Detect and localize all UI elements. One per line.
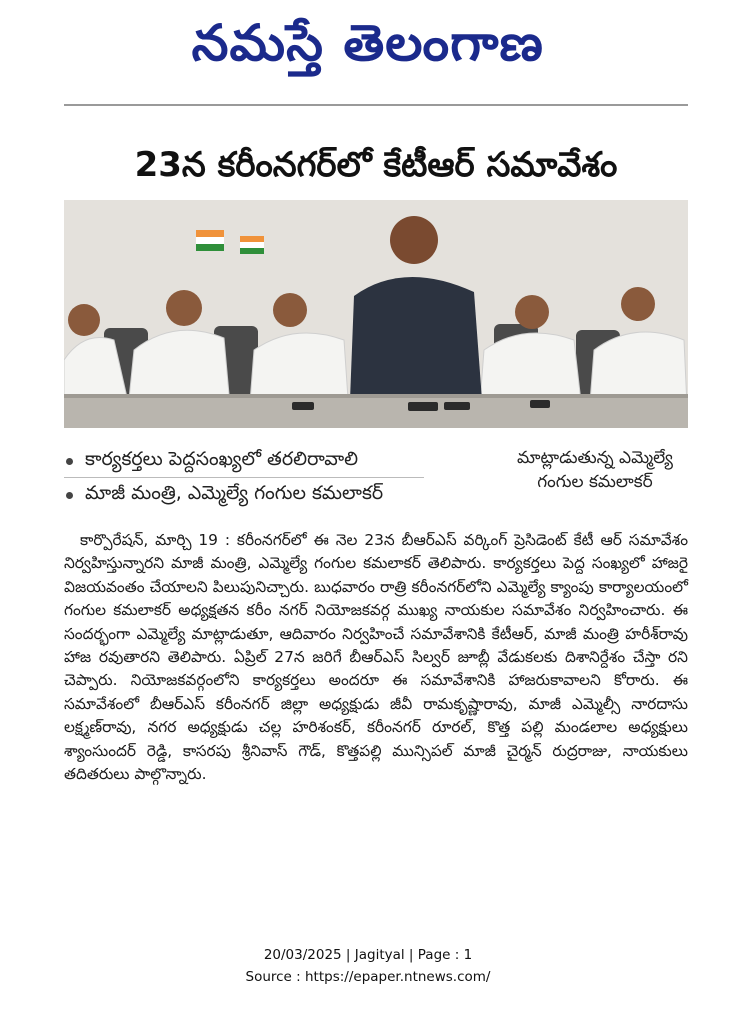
highlight-item <box>64 444 474 478</box>
page-footer <box>0 944 736 988</box>
source-link[interactable]: Source : https://epaper.ntnews.com/ <box>245 969 491 985</box>
masthead <box>0 8 736 78</box>
highlight-text: కార్యకర్తలు పెద్దసంఖ్యలో తరలిరావాలి <box>85 447 359 470</box>
bullet-icon <box>66 458 73 465</box>
highlight-item <box>64 478 474 512</box>
article-photo <box>64 200 688 428</box>
highlights-list <box>64 444 474 512</box>
photo-caption-line: గంగుల కమలాకర్ <box>537 472 653 492</box>
masthead-rule <box>64 104 688 106</box>
photo-caption <box>500 446 690 494</box>
bullet-icon <box>66 492 73 499</box>
article-body: కార్పొరేషన్, మార్చి 19 : కరీంనగర్‌లో ఈ నెల 23న బీఆర్‌ఎస్ వర్కింగ్ ప్రెసిడెంట్ కేటీ ఆర్ సమావేశం నిర్వహిస్తున్నారని మాజీ మంత్రి, ఎమ్మెల్యే గంగుల కమలాకర్ తెలిపారు. కార్యకర్తలు పెద్ద సంఖ్యలో హాజరై విజయవంతం చేయాలని పిలుపునిచ్చారు. బుధవారం రాత్రి కరీంనగర్‌లోని ఎమ్మెల్యే క్యాంపు కార్యాలయంలో గంగుల కమలాకర్ అధ్యక్షతన కరీం నగర్ నియోజకవర్గ ముఖ్య నాయకుల సమావేశం నిర్వహించారు. ఈ సందర్భంగా ఎమ్మెల్యే మాట్లాడుతూ, ఆదివారం నిర్వహించే సమావేశానికి కేటీఆర్, మాజీ మంత్రి హరీశ్‌రావు హాజ రవుతారని తెలిపారు. ఏప్రిల్ 27న జరిగే బీఆర్‌ఎస్ సిల్వర్ జూబ్లీ వేడుకలకు దిశానిర్దేశం చేస్తా రని చెప్పారు. నియోజకవర్గంలోని కార్యకర్తలు అందరూ ఈ సమావేశానికి హాజరుకావాలని కోరారు. ఈ సమావేశంలో బీఆర్‌ఎస్ కరీంనగర్ జిల్లా అధ్యక్షుడు జీవీ రామకృష్ణారావు, మాజీ ఎమ్మెల్సీ నారదాసు లక్ష్మణ్‌రావు, నగర అధ్యక్షుడు చల్ల హరిశంకర్, కరీంనగర్ రూరల్, కొత్త పల్లి మండలాల అధ్యక్షులు శ్యాంసుందర్ రెడ్డి, కాసరపు శ్రీనివాస్ గౌడ్, కొత్తపల్లి మున్సిపల్ మాజీ చైర్మన్ రుద్రరాజు, నాయకులు తదితరులు పాల్గొన్నారు. <box>64 531 688 784</box>
highlight-text: మాజీ మంత్రి, ఎమ్మెల్యే గంగుల కమలాకర్ <box>85 481 384 504</box>
photo-caption-line: మాట్లాడుతున్న ఎమ్మెల్యే <box>517 448 673 468</box>
edition-info: 20/03/2025 | Jagityal | Page : 1 <box>263 947 473 963</box>
newspaper-logo: నమస్తే తెలంగాణ <box>191 14 545 72</box>
meeting-photo-illustration <box>64 200 688 428</box>
article-headline: 23న కరీంనగర్‌లో కేటీఆర్ సమావేశం <box>134 145 618 185</box>
